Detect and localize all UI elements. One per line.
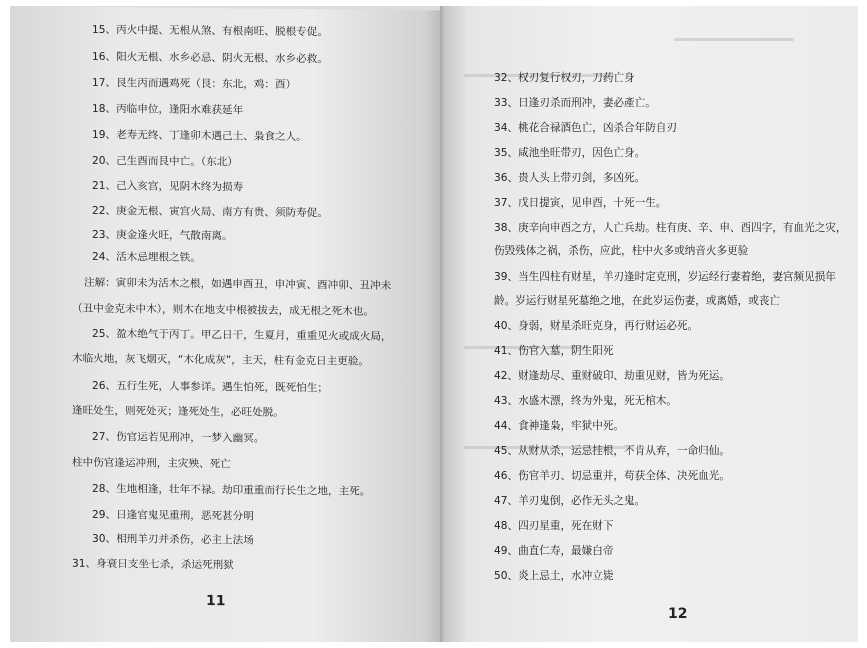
text-line: 50、炎上忌土，水冲立毙 xyxy=(494,570,614,582)
text-line: 28、生地相逢，壮年不禄。劫印重重而行长生之地，主死。 xyxy=(92,482,371,498)
text-line: 30、相刑羊刃并杀伤，必主上法场 xyxy=(92,532,254,547)
text-line: 15、丙火中提、无根从煞、有根南旺、脱根专促。 xyxy=(92,23,328,39)
text-line: 43、水盛木漂，终为外鬼，死无棺木。 xyxy=(494,395,677,407)
text-line: 木临火地，灰飞烟灭，“木化成灰”，主天，柱有金克日主更验。 xyxy=(72,352,370,368)
annotation-line: 注解：寅卯未为活木之根，如遇申酉丑，申冲寅、酉冲卯、丑冲未 xyxy=(84,276,392,292)
text-line: 17、艮生丙而遇鸡死（艮：东北，鸡：酉） xyxy=(92,76,297,91)
text-line: 20、己生酉而艮中亡。（东北） xyxy=(92,154,238,169)
text-line: 22、庚金无根、寅宫火局、南方有贵、须防寿促。 xyxy=(92,204,328,220)
text-line: 35、咸池坐旺带刃，因色亡身。 xyxy=(494,147,646,159)
text-line: 32、权刃复行权刃，刀药亡身 xyxy=(494,72,635,84)
text-line: 42、财逢劫尽、重财破印、劫重见财，皆为死运。 xyxy=(494,370,730,382)
text-line: 39、当生四柱有财星，羊刃逢时定克刑，岁运经行妻着绝，妻宫频见损年 xyxy=(494,271,836,283)
text-line: 49、曲直仁寿，最嫌白帝 xyxy=(494,545,614,557)
annotation-line: （丑中金克未中木），则木在地支中根被拔去，成无根之死木也。 xyxy=(72,302,374,318)
text-line: 21、己入亥宫，见阴木终为损寿 xyxy=(92,179,244,194)
text-line: 37、戊日提寅，见申酉，十死一生。 xyxy=(494,197,667,209)
text-line: 48、四刃星重，死在财下 xyxy=(494,520,614,532)
text-line: 47、羊刃鬼倒，必作无头之鬼。 xyxy=(494,495,646,507)
text-line: 40、身弱，财星杀旺克身，再行财运必死。 xyxy=(494,320,699,332)
bleed-through-mark xyxy=(674,38,794,41)
text-line: 33、日逢刃杀而刑冲，妻必產亡。 xyxy=(494,97,656,109)
text-line: 34、桃花合禄酒色亡，凶杀合年防自刃 xyxy=(494,122,677,134)
page-number: 11 xyxy=(206,593,226,610)
text-line: 38、庚辛向申酉之方，人亡兵劫。柱有庚、辛、申、酉四字，有血光之灾， xyxy=(494,222,847,234)
text-line: 19、老寿无终、丁逢卯木遇己土、枭食之人。 xyxy=(92,128,307,144)
text-line: 伤毁残体之祸，杀伤，应此，柱中火多或纳音火多更验 xyxy=(494,245,749,257)
text-line: 龄。岁运行财星死墓绝之地，在此岁运伤妻，或离婚，或丧亡 xyxy=(494,295,781,307)
text-line: 柱中伤官逢运冲刑，主灾殃、死亡 xyxy=(72,456,231,471)
text-line: 26、五行生死，人事参详。遇生怕死，既死怕生； xyxy=(92,379,328,395)
text-line: 45、从财从杀，运忌挂根，不肯从弃，一命归仙。 xyxy=(494,445,730,457)
page-number: 12 xyxy=(668,606,688,622)
text-line: 44、食神逢枭，牢狱中死。 xyxy=(494,420,625,432)
text-line: 16、阳火无根、水乡必忌、阴火无根、水乡必救。 xyxy=(92,50,328,66)
text-line: 41、伤官入墓，阴生阳死 xyxy=(494,345,614,357)
text-line: 23、庚金逢火旺，气散南离。 xyxy=(92,228,233,243)
text-line: 36、贵人头上带刃剑，多凶死。 xyxy=(494,172,646,184)
text-line: 逢旺处生，则死处灭；逢死处生，必旺处脱。 xyxy=(72,404,284,419)
text-line: 46、伤官羊刃、切忌重并，苟获全体、决死血光。 xyxy=(494,470,730,482)
text-line: 24、活木忌埋根之铁。 xyxy=(92,250,201,264)
text-line: 27、伤官运若见刑冲，一梦入幽冥。 xyxy=(92,430,265,445)
text-line: 31、身衰日支坐七杀，杀运死刑狱 xyxy=(72,557,234,572)
text-line: 18、丙临申位，逢阳水难获延年 xyxy=(92,102,244,117)
left-page xyxy=(10,6,442,642)
text-line: 29、日逢官鬼见重刑，恶死甚分明 xyxy=(92,508,254,523)
text-line: 25、盈木绝气于丙丁。甲乙日干，生夏月，重重见火或成火局， xyxy=(92,327,392,343)
right-page xyxy=(444,6,858,642)
book-spread xyxy=(10,6,858,642)
